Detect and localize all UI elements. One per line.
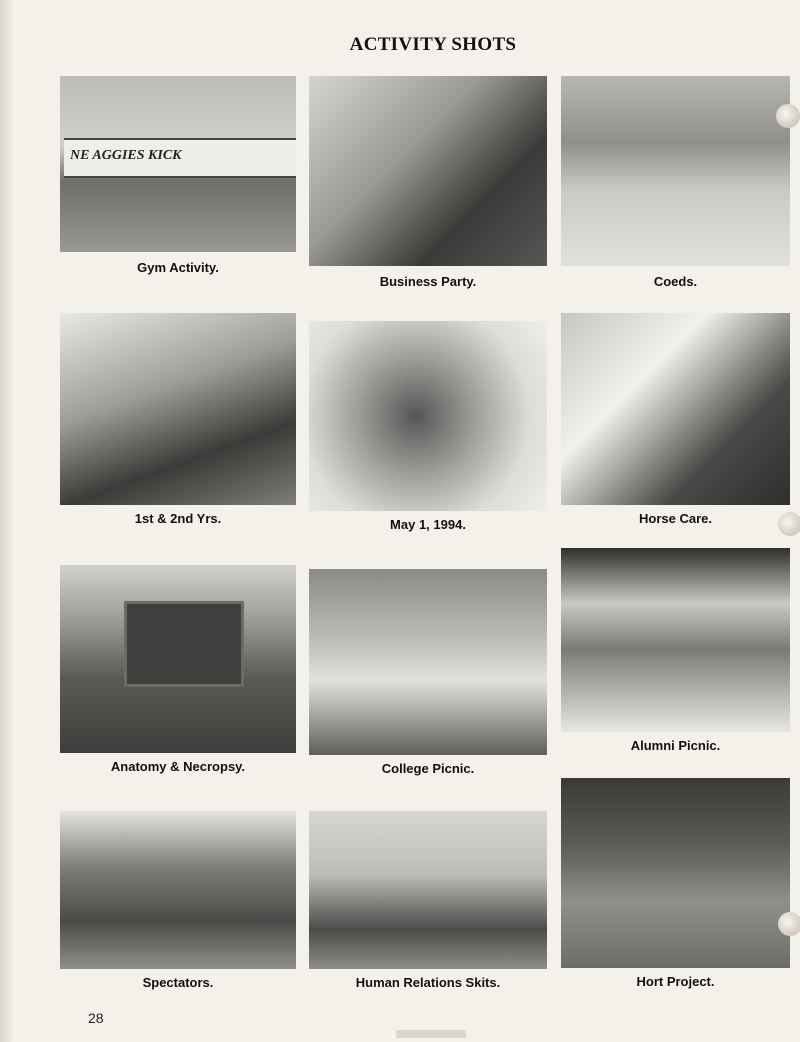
binder-hole xyxy=(778,912,800,936)
photo-tile-gym-activity xyxy=(60,76,296,276)
photo-tile-alumni-picnic xyxy=(561,548,790,764)
photo-tile-anatomy-necropsy xyxy=(60,565,296,781)
photo-tile-1st-2nd-yrs xyxy=(60,313,296,529)
photo-caption: Hort Project. xyxy=(636,974,715,989)
photo-tile-horse-care xyxy=(561,313,790,529)
photo-caption: Horse Care. xyxy=(639,511,712,526)
photo-caption: Human Relations Skits. xyxy=(355,975,501,990)
hort-project-photo xyxy=(561,778,790,968)
spectators-photo xyxy=(60,811,296,969)
coeds-photo xyxy=(561,76,790,266)
page-number: 28 xyxy=(88,1010,104,1026)
photo-banner xyxy=(64,138,296,178)
photo-tile-coeds xyxy=(561,76,790,292)
business-party-photo xyxy=(309,76,547,266)
anatomy-necropsy-photo xyxy=(60,565,296,753)
photo-caption: Coeds. xyxy=(653,274,698,289)
first-second-years-photo xyxy=(60,313,296,505)
page-title: ACTIVITY SHOTS xyxy=(349,34,517,55)
gym-activity-photo xyxy=(60,76,296,252)
horse-care-photo xyxy=(561,313,790,505)
photo-tile-hort-project xyxy=(561,778,790,994)
photo-caption: Business Party. xyxy=(379,274,477,289)
may-1-1994-photo xyxy=(309,321,547,511)
paper-scrap xyxy=(396,1030,466,1038)
alumni-picnic-photo xyxy=(561,548,790,732)
photo-tile-spectators xyxy=(60,811,296,997)
photo-caption: Spectators. xyxy=(142,975,214,990)
photo-tile-may-1-1994 xyxy=(309,321,547,537)
photo-caption: Gym Activity. xyxy=(137,260,219,275)
photo-caption: College Picnic. xyxy=(381,761,475,776)
photo-caption: Anatomy & Necropsy. xyxy=(110,759,246,774)
banner-text: NE AGGIES KICK xyxy=(70,148,182,163)
college-picnic-photo xyxy=(309,569,547,755)
human-relations-skits-photo xyxy=(309,811,547,969)
photo-tile-business-party xyxy=(309,76,547,292)
photo-tile-college-picnic xyxy=(309,569,547,785)
page-binding-edge xyxy=(0,0,14,1042)
photo-tile-human-relations-skits xyxy=(309,811,547,997)
photo-caption: May 1, 1994. xyxy=(390,517,466,532)
photo-caption: Alumni Picnic. xyxy=(630,738,721,753)
binder-hole xyxy=(776,104,800,128)
binder-hole xyxy=(778,512,800,536)
chalkboard xyxy=(124,601,244,687)
photo-caption: 1st & 2nd Yrs. xyxy=(134,511,222,526)
